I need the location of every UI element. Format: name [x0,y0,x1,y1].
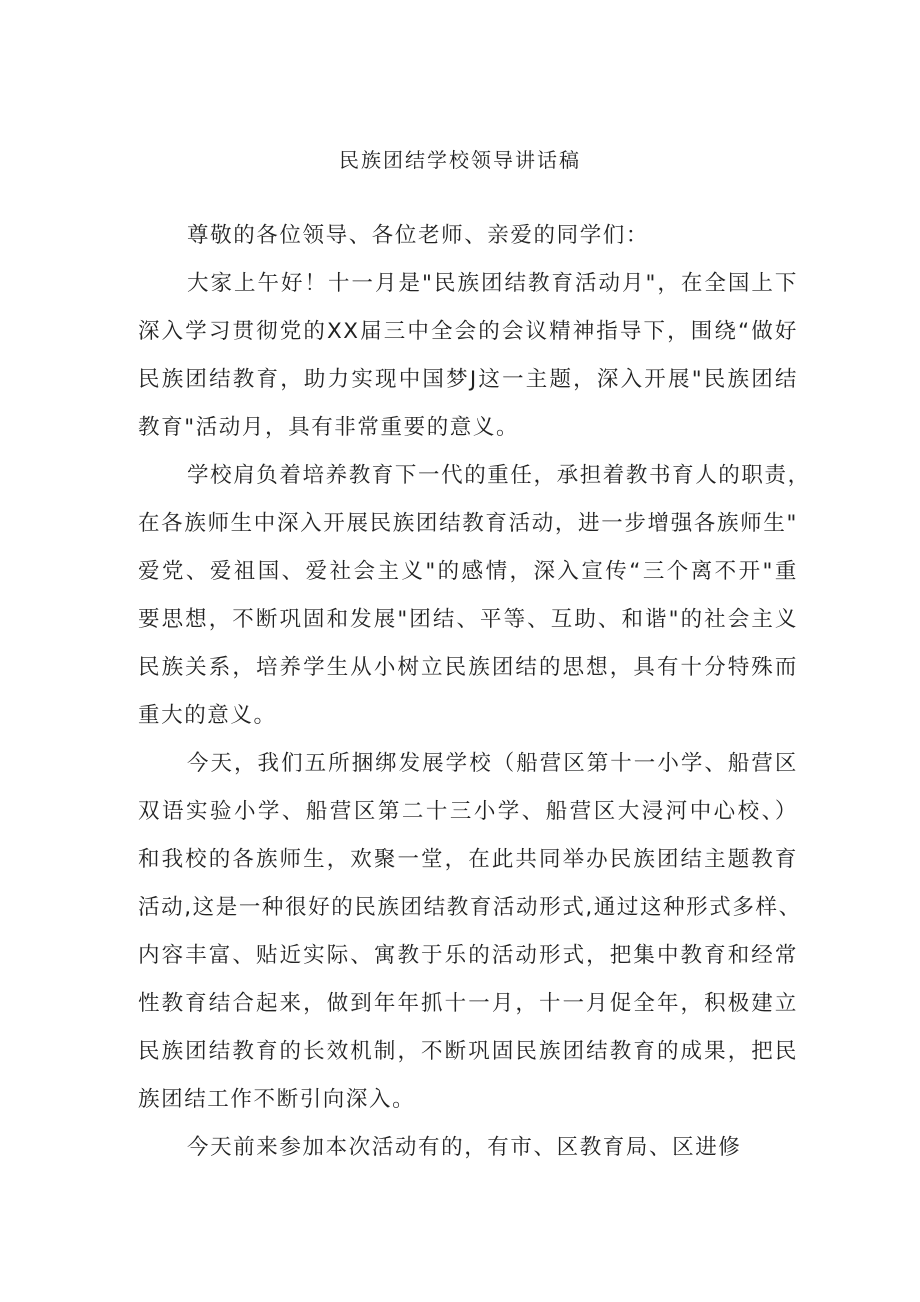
body-text-line: 重大的意义。 [138,703,277,728]
body-text-line: 深入学习贯彻党的XX届三中全会的会议精神指导下，围绕“做好 [138,319,798,344]
body-text-line: 今天前来参加本次活动有的，有市、区教育局、区进修 [187,1135,742,1160]
document-title: 民族团结学校领导讲话稿 [339,148,581,172]
body-text-line: 内容丰富、贴近实际、寓教于乐的活动形式，把集中教育和经常 [138,943,798,968]
body-text-line: 爱党、爱祖国、爱社会主义"的感情，深入宣传“三个离不开"重 [138,559,798,584]
body-text-line: 性教育结合起来，做到年年抓十一月，十一月促全年，积极建立 [138,991,798,1016]
body-text-line: 民族关系，培养学生从小树立民族团结的思想，具有十分特殊而 [138,655,798,680]
body-text-line: 双语实验小学、船营区第二十三小学、船营区大浸河中心校、） [138,799,798,824]
body-text-line: 要思想，不断巩固和发展"团结、平等、互助、和谐"的社会主义 [138,607,798,632]
body-text-line: 学校肩负着培养教育下一代的重任，承担着教书育人的职责， [187,463,811,488]
body-text-line: 和我校的各族师生，欢聚一堂，在此共同举办民族团结主题教育 [138,847,798,872]
body-text-line: 今天，我们五所捆绑发展学校（船营区第十一小学、船营区 [187,751,798,776]
body-text-line: 活动,这是一种很好的民族团结教育活动形式,通过这种形式多样、 [138,895,802,920]
body-text-line: 民族团结教育，助力实现中国梦J这一主题，深入开展"民族团结 [138,367,798,392]
body-text-line: 大家上午好！十一月是"民族团结教育活动月"，在全国上下 [187,271,798,296]
body-text-line: 族团结工作不断引向深入。 [138,1087,416,1112]
body-text-line: 尊敬的各位领导、各位老师、亲爱的同学们： [187,223,650,248]
document-body [138,212,811,1172]
body-text-line: 民族团结教育的长效机制，不断巩固民族团结教育的成果，把民 [138,1039,798,1064]
body-text-line: 教育"活动月，具有非常重要的意义。 [138,415,520,440]
body-text-line: 在各族师生中深入开展民族团结教育活动，进一步增强各族师生" [138,511,798,536]
